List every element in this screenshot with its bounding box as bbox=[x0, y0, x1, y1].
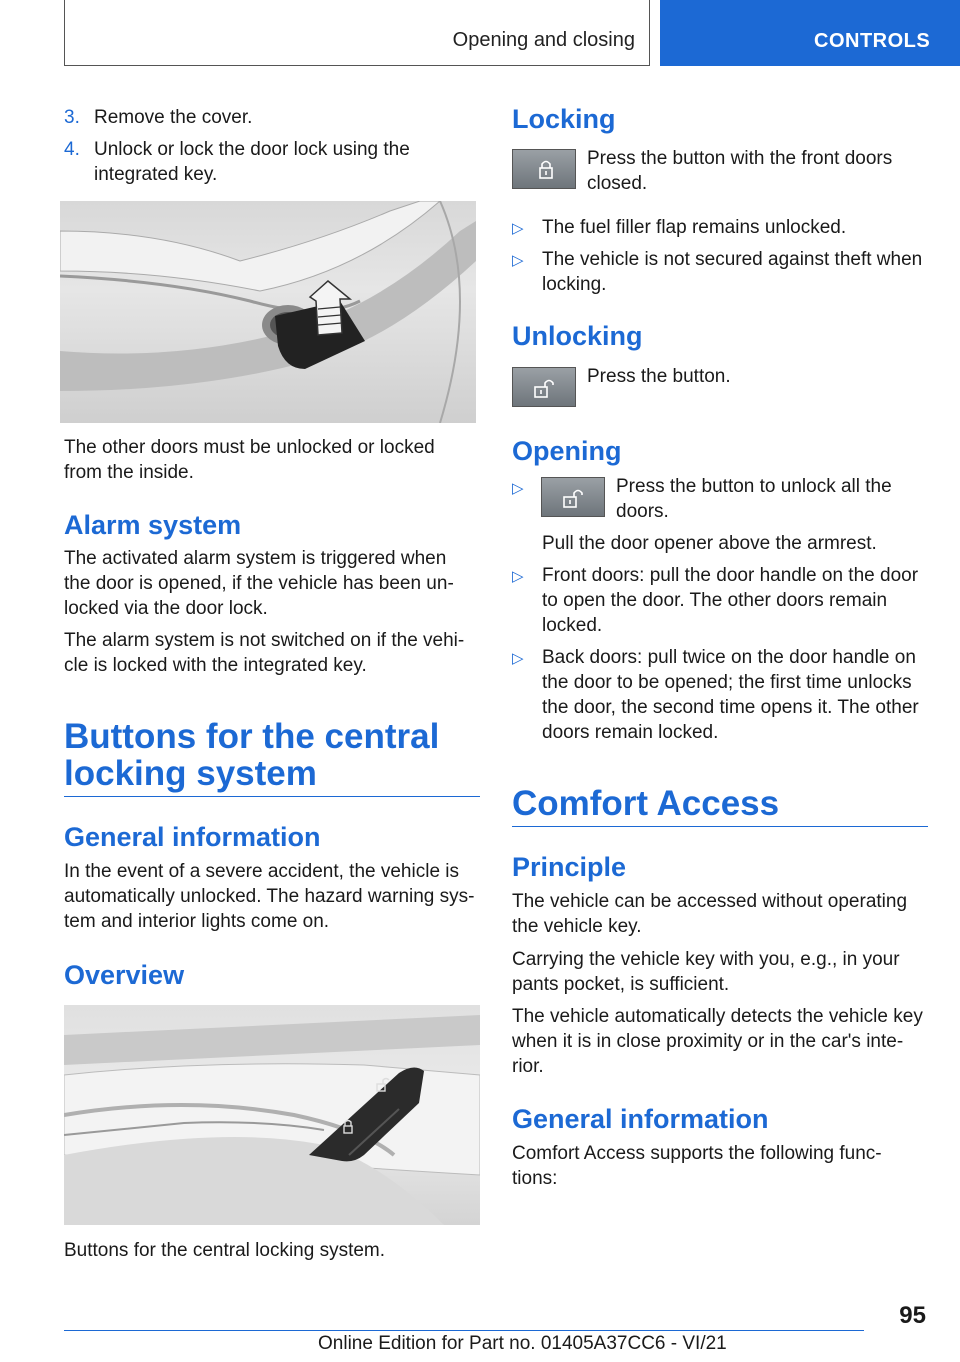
paragraph-line: The other doors must be unlocked or locked bbox=[64, 437, 435, 458]
header-chapter-label: CONTROLS bbox=[814, 30, 931, 52]
unlock-button-icon bbox=[512, 367, 576, 407]
header-chapter-tab[interactable] bbox=[660, 0, 960, 66]
paragraph-line: Press the button. bbox=[587, 366, 731, 387]
bullet-text: The vehicle is not secured against theft when bbox=[542, 249, 923, 270]
bullet-text: Pull the door opener above the armrest. bbox=[542, 533, 877, 554]
paragraph-line: the door is opened, if the vehicle has been un‐ bbox=[64, 573, 454, 594]
lock-icon bbox=[513, 150, 577, 190]
unlock-icon bbox=[513, 368, 577, 408]
bullet-text: the door to be opened; the first time unlocks bbox=[542, 672, 912, 693]
paragraph-line: closed. bbox=[587, 173, 648, 194]
unlock-icon bbox=[542, 478, 606, 518]
bullet-text: to open the door. The other doors remain bbox=[542, 590, 888, 611]
header-section-box bbox=[64, 0, 650, 66]
bullet-text: Back doors: pull twice on the door handle on bbox=[542, 647, 916, 668]
paragraph-line: tions: bbox=[512, 1168, 558, 1189]
bullet-text: the door, the second time opens it. The other bbox=[542, 697, 919, 718]
paragraph-line: automatically unlocked. The hazard warning sys‐ bbox=[64, 886, 475, 907]
bullet-triangle-icon: ▷ bbox=[512, 480, 524, 497]
heading-alarm-system: Alarm system bbox=[64, 510, 242, 540]
section-divider bbox=[64, 796, 480, 797]
footer-edition: Online Edition for Part no. 01405A37CC6 - VI/21 bbox=[318, 1333, 727, 1354]
paragraph-line: pants pocket, is sufficient. bbox=[512, 974, 730, 995]
step-4 bbox=[64, 137, 410, 162]
bullet-text: locked. bbox=[542, 615, 603, 636]
bullet-triangle-icon: ▷ bbox=[512, 252, 524, 269]
page-number: 95 bbox=[899, 1302, 926, 1329]
figure-caption: Buttons for the central locking system. bbox=[64, 1240, 386, 1261]
step-text-cont: integrated key. bbox=[94, 164, 218, 185]
paragraph-line: from the inside. bbox=[64, 462, 194, 483]
bullet-text: doors remain locked. bbox=[542, 722, 719, 743]
paragraph-line: Comfort Access supports the following func‐ bbox=[512, 1143, 882, 1164]
bullet-triangle-icon: ▷ bbox=[512, 220, 524, 237]
step-number: 4. bbox=[64, 139, 80, 160]
unlock-button-icon bbox=[541, 477, 605, 517]
paragraph-line: when it is in close proximity or in the car's inte‐ bbox=[512, 1031, 904, 1052]
paragraph-line: tem and interior lights come on. bbox=[64, 911, 330, 932]
heading-central-locking: Buttons for the central bbox=[64, 717, 440, 756]
paragraph-line: cle is locked with the integrated key. bbox=[64, 655, 367, 676]
paragraph-line: The vehicle can be accessed without operating bbox=[512, 891, 908, 912]
step-text: Remove the cover. bbox=[94, 107, 253, 128]
footer-divider bbox=[64, 1330, 864, 1331]
step-text: Unlock or lock the door lock using the bbox=[94, 139, 410, 160]
paragraph-line: rior. bbox=[512, 1056, 544, 1077]
bullet-triangle-icon: ▷ bbox=[512, 568, 524, 585]
bullet-triangle-icon: ▷ bbox=[512, 650, 524, 667]
paragraph-line: locked via the door lock. bbox=[64, 598, 268, 619]
heading-locking: Locking bbox=[512, 104, 616, 134]
bullet-text: doors. bbox=[616, 501, 669, 522]
paragraph-line: The alarm system is not switched on if the vehi‐ bbox=[64, 630, 465, 651]
paragraph-line: Carrying the vehicle key with you, e.g., in your bbox=[512, 949, 900, 970]
heading-general-information: General information bbox=[64, 822, 321, 852]
bullet-text: Press the button to unlock all the bbox=[616, 476, 892, 497]
bullet-text: locking. bbox=[542, 274, 607, 295]
bullet-text: The fuel filler flap remains unlocked. bbox=[542, 217, 847, 238]
heading-opening: Opening bbox=[512, 436, 622, 466]
header-section-title: Opening and closing bbox=[452, 29, 635, 51]
heading-overview: Overview bbox=[64, 960, 185, 990]
door-lock-photo bbox=[60, 201, 476, 423]
heading-unlocking: Unlocking bbox=[512, 321, 643, 351]
door-lock-illustration bbox=[60, 201, 476, 423]
paragraph-line: The vehicle automatically detects the vehicle key bbox=[512, 1006, 923, 1027]
central-locking-illustration bbox=[64, 1005, 480, 1225]
paragraph-line: The activated alarm system is triggered when bbox=[64, 548, 447, 569]
paragraph-line: In the event of a severe accident, the vehicle is bbox=[64, 861, 460, 882]
heading-central-locking-cont: locking system bbox=[64, 754, 317, 793]
section-divider bbox=[512, 826, 928, 827]
heading-comfort-access: Comfort Access bbox=[512, 784, 780, 823]
step-number: 3. bbox=[64, 107, 80, 128]
lock-button-icon bbox=[512, 149, 576, 189]
central-locking-photo bbox=[64, 1005, 480, 1225]
heading-general-information: General information bbox=[512, 1104, 769, 1134]
bullet-text: Front doors: pull the door handle on the door bbox=[542, 565, 919, 586]
paragraph-line: the vehicle key. bbox=[512, 916, 642, 937]
paragraph-line: Press the button with the front doors bbox=[587, 148, 893, 169]
step-3 bbox=[64, 105, 252, 130]
heading-principle: Principle bbox=[512, 852, 627, 882]
